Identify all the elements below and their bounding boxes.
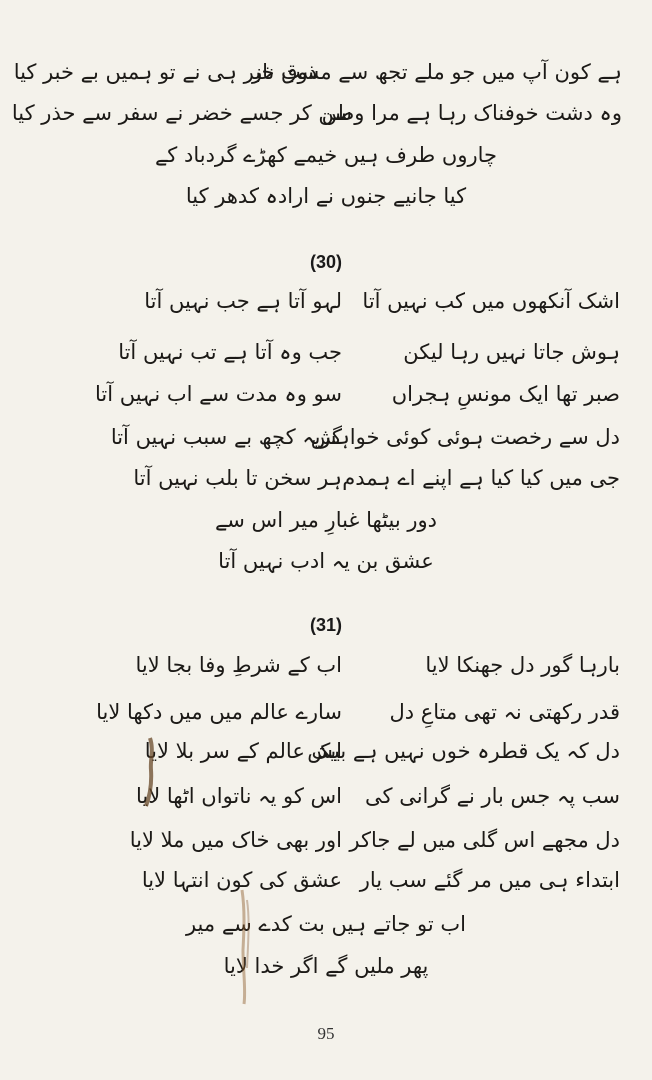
ghazal-31-row-1-right: بارہا گور دل جھنکا لایا [425,653,620,677]
ghazal-30-row-2-right: ہوش جاتا نہیں رہا لیکن [403,340,620,364]
ghazal-30-closing-2: عشق بن یہ ادب نہیں آتا [218,549,434,573]
ghazal-31-row-3 [0,739,652,769]
ghazal-31-row-4 [0,784,652,814]
ghazal-31-closing-2: پھر ملیں گے اگر خدا لایا [223,954,429,978]
ghazal-30-number: (30) [309,252,342,272]
ghazal-31-closing-1: اب تو جاتے ہیں بت کدے سے میر [185,912,467,936]
ghazal-31-row-2-left: سارے عالم میں میں دکھا لایا [96,700,342,724]
ghazal-31-row-5 [0,828,652,858]
ghazal-30-row-1-right: اشک آنکھوں میں کب نہیں آتا [362,289,620,313]
ghazal-30-row-1 [0,289,652,319]
intro-couplet-1-first: ذوق خبر ہی نے تو ہمیں بے خبر کیا [13,60,317,84]
ghazal-31-row-4-right: سب پہ جس بار نے گرانی کی [365,784,620,808]
ghazal-30-row-2 [0,340,652,370]
ghazal-30-row-4-right: دل سے رخصت ہوئی کوئی خواہش [310,425,620,449]
ghazal-30-row-4-left: گریہ کچھ بے سبب نہیں آتا [110,425,342,449]
ghazal-30-row-1-left: لہو آتا ہے جب نہیں آتا [144,289,342,313]
ghazal-31-row-3-right: دل کہ یک قطرہ خوں نہیں ہے بیش [307,739,620,763]
ghazal-30-row-5-left: ہر سخن تا بلب نہیں آتا [133,466,342,490]
ghazal-31-row-3-left: ایک عالم کے سر بلا لایا [144,739,342,763]
ghazal-30-row-2-left: جب وہ آتا ہے تب نہیں آتا [118,340,342,364]
intro-couplet-1-first-wrap [14,62,317,83]
ghazal-30-row-3 [0,382,652,412]
ghazal-31-number: (31) [309,615,342,635]
ghazal-31-row-6 [0,868,652,898]
intro-closing-2: کیا جانیے جنوں نے ارادہ کدھر کیا [185,184,467,208]
ghazal-30-row-5-right: جی میں کیا کیا ہے اپنے اے ہمدم [342,466,620,490]
page-number: 95 [317,1024,335,1043]
ghazal-30-closing-1: دور بیٹھا غبارِ میر اس سے [214,508,437,532]
ghazal-31-row-2-right: قدر رکھتی نہ تھی متاعِ دل [389,700,620,724]
ghazal-31-row-5-left: اور بھی خاک میں ملا لایا [129,828,342,852]
ghazal-31-row-6-left: عشق کی کون انتہا لایا [141,868,342,892]
ghazal-31-row-1 [0,653,652,683]
intro-couplet-2-second: وہ دشت خوفناک رہا ہے مرا وطن [321,101,622,125]
intro-couplet-2-first-wrap [12,103,352,124]
intro-couplet-2 [322,103,622,124]
ghazal-30-row-4 [0,425,652,455]
intro-couplet-1-second: ہے کون آپ میں جو ملے تجھ سے مستِ ناز [251,60,622,84]
ghazal-30-row-5 [0,466,652,496]
ghazal-31-row-6-right: ابتداء ہی میں مر گئے سب یار [359,868,620,892]
ghazal-31-row-1-left: اب کے شرطِ وفا بجا لایا [135,653,342,677]
intro-closing-1: چاروں طرف ہیں خیمے کھڑے گردباد کے [155,143,497,167]
ghazal-30-row-3-right: صبر تھا ایک مونسِ ہجراں [391,382,620,406]
ghazal-31-row-5-right: دل مجھے اس گلی میں لے جاکر [349,828,620,852]
ghazal-30-row-3-left: سو وہ مدت سے اب نہیں آتا [94,382,342,406]
ghazal-31-row-4-left: اس کو یہ ناتواں اٹھا لایا [135,784,342,808]
intro-couplet-2-first: سن کر جسے خضر نے سفر سے حذر کیا [11,101,352,125]
ghazal-31-row-2 [0,700,652,730]
